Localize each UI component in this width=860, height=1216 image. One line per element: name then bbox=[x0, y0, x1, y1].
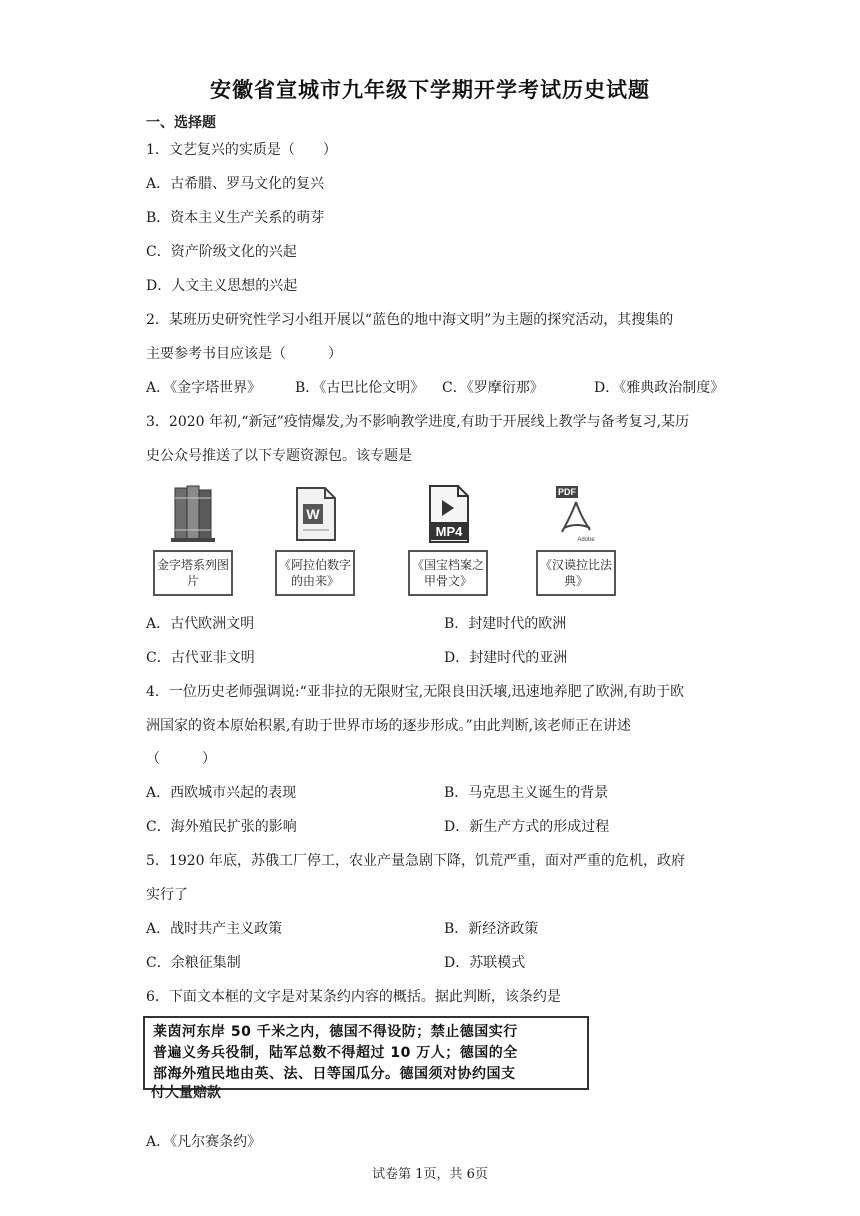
resource-caption: 《汉谟拉比法典》 bbox=[536, 550, 616, 596]
question-2-stem-line-2: 主要参考书目应该是（ ） bbox=[146, 346, 342, 362]
question-1-option-a: A．古希腊、罗马文化的复兴 bbox=[146, 176, 325, 192]
resource-caption: 《国宝档案之甲骨文》 bbox=[408, 550, 488, 596]
question-1-stem: 1．文艺复兴的实质是（ ） bbox=[146, 142, 337, 158]
resource-item-hammurabi-code bbox=[528, 484, 624, 599]
question-4-option-c: C．海外殖民扩张的影响 bbox=[146, 819, 297, 835]
question-6-stem: 6．下面文本框的文字是对某条约内容的概括。据此判断，该条约是 bbox=[146, 989, 561, 1005]
section-heading: 一、选择题 bbox=[146, 115, 216, 131]
question-1-option-d: D．人文主义思想的兴起 bbox=[146, 278, 298, 294]
pdf-file-icon bbox=[528, 484, 624, 544]
treaty-text-line-last: 付大量赔款 bbox=[151, 1085, 221, 1101]
question-3-option-b: B．封建时代的欧洲 bbox=[444, 616, 567, 632]
resource-item-oracle-bone bbox=[400, 484, 496, 599]
treaty-text-line: 部海外殖民地由英、法、日等国瓜分。德国须对协约国支 bbox=[153, 1066, 516, 1082]
question-5-option-d: D．苏联模式 bbox=[444, 955, 526, 971]
question-4-option-b: B．马克思主义诞生的背景 bbox=[444, 785, 609, 801]
question-2-stem-line-1: 2．某班历史研究性学习小组开展以“蓝色的地中海文明”为主题的探究活动，其搜集的 bbox=[146, 312, 674, 328]
question-3-stem-line-1: 3．2020 年初,“新冠”疫情爆发,为不影响教学进度,有助于开展线上教学与备考复习,某历 bbox=[146, 414, 690, 430]
question-2-option-c: C．《罗摩衍那》 bbox=[442, 380, 544, 396]
question-4-stem-line-1: 4．一位历史老师强调说:“亚非拉的无限财宝,无限良田沃壤,迅速地养肥了欧洲,有助于欧 bbox=[146, 684, 685, 700]
treaty-text-box bbox=[143, 1016, 589, 1090]
question-5-stem-line-1: 5．1920 年底，苏俄工厂停工，农业产量急剧下降，饥荒严重，面对严重的危机，政府 bbox=[146, 853, 685, 869]
resource-pack-icons bbox=[145, 484, 625, 599]
question-5-option-a: A．战时共产主义政策 bbox=[146, 921, 283, 937]
adobe-icon-label: Adobe bbox=[577, 537, 595, 543]
treaty-text-line: 莱茵河东岸 50 千米之内，德国不得设防；禁止德国实行 bbox=[153, 1024, 518, 1040]
question-5-option-c: C．余粮征集制 bbox=[146, 955, 241, 971]
books-icon bbox=[145, 484, 241, 544]
question-4-stem-line-2: 洲国家的资本原始积累,有助于世界市场的逐步形成。”由此判断,该老师正在讲述 bbox=[146, 718, 632, 734]
question-3-option-c: C．古代亚非文明 bbox=[146, 650, 255, 666]
question-3-stem-line-2: 史公众号推送了以下专题资源包。该专题是 bbox=[146, 448, 412, 464]
question-3-option-a: A．古代欧洲文明 bbox=[146, 616, 255, 632]
question-2-option-d: D．《雅典政治制度》 bbox=[594, 380, 725, 396]
question-1-option-b: B．资本主义生产关系的萌芽 bbox=[146, 210, 325, 226]
page-footer: 试卷第 1页，共 6页 bbox=[372, 1167, 488, 1182]
mp4-file-icon bbox=[400, 484, 496, 544]
pdf-icon-label: PDF bbox=[558, 487, 576, 497]
question-4-option-d: D．新生产方式的形成过程 bbox=[444, 819, 610, 835]
question-5-option-b: B．新经济政策 bbox=[444, 921, 539, 937]
question-4-option-a: A．西欧城市兴起的表现 bbox=[146, 785, 297, 801]
resource-caption: 《阿拉伯数字的由来》 bbox=[275, 550, 355, 596]
question-4-stem-line-3: （ ） bbox=[146, 751, 216, 767]
word-icon-label: W bbox=[306, 506, 320, 522]
word-document-icon bbox=[267, 484, 363, 544]
question-1-option-c: C．资产阶级文化的兴起 bbox=[146, 244, 297, 260]
resource-item-pyramid-images bbox=[145, 484, 241, 599]
page-title: 安徽省宣城市九年级下学期开学考试历史试题 bbox=[210, 78, 650, 102]
resource-caption: 金字塔系列图片 bbox=[153, 550, 233, 596]
mp4-icon-label: MP4 bbox=[435, 524, 463, 539]
question-3-option-d: D．封建时代的亚洲 bbox=[444, 650, 568, 666]
question-2-option-b: B．《古巴比伦文明》 bbox=[295, 380, 425, 396]
question-2-option-a: A．《金字塔世界》 bbox=[146, 380, 262, 396]
question-6-option-a: A．《凡尔赛条约》 bbox=[146, 1134, 262, 1150]
treaty-text-line: 普遍义务兵役制，陆军总数不得超过 10 万人；德国的全 bbox=[153, 1045, 518, 1061]
question-5-stem-line-2: 实行了 bbox=[146, 887, 188, 903]
resource-item-arabic-numerals bbox=[267, 484, 363, 599]
